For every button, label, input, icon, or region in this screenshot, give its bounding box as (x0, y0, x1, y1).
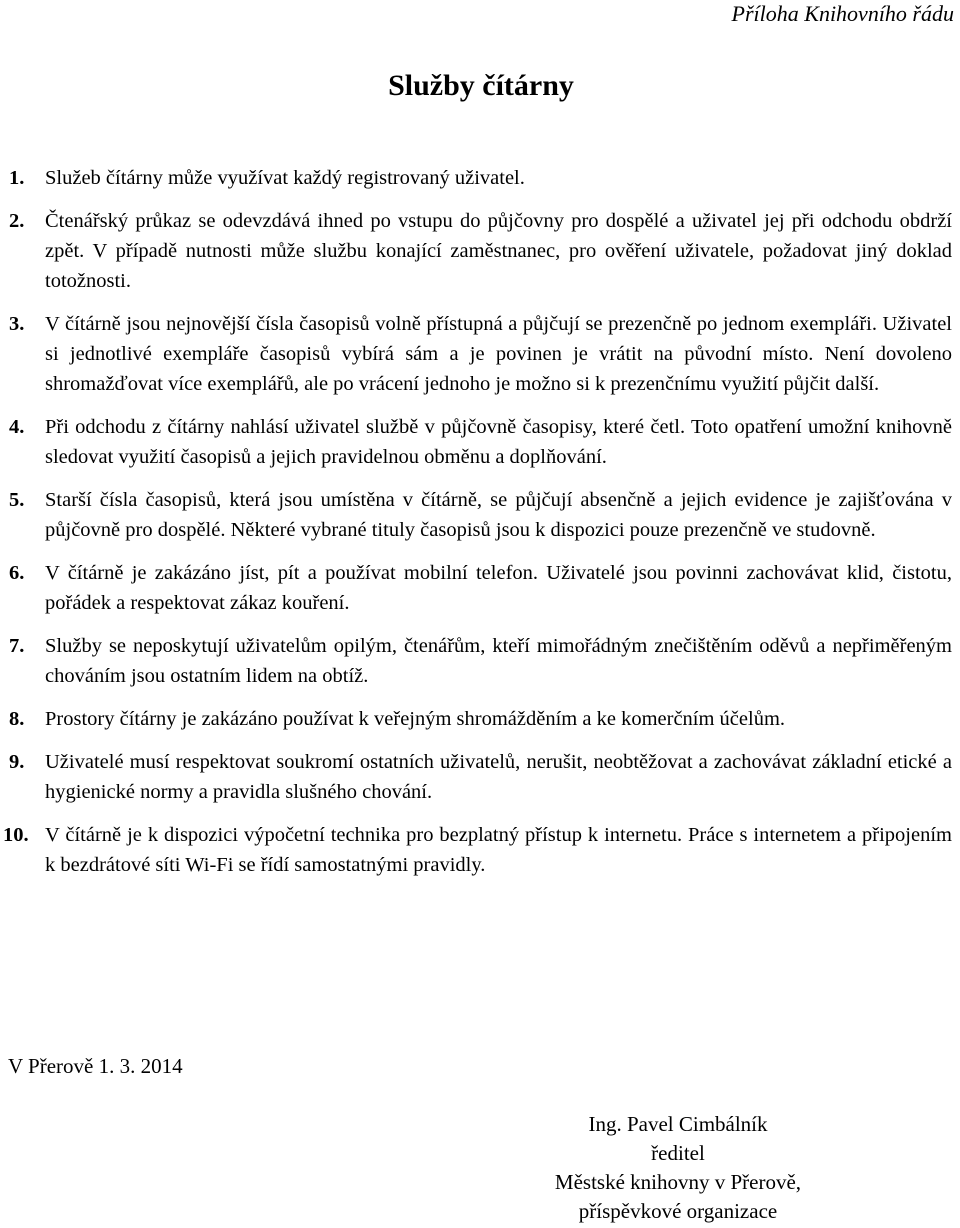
rule-text: Služby se neposkytují uživatelům opilým, čtenářům, kteří mimořádným znečištěním oděvů a nepřiměřeným chováním jsou ostatním lidem na obtíž. (45, 635, 952, 687)
rule-item (0, 206, 960, 296)
signatory-role: ředitel (651, 1141, 705, 1165)
rule-number: 5. (9, 489, 25, 511)
rule-number: 9. (9, 751, 25, 773)
rule-text: Prostory čítárny je zakázáno používat k veřejným shromážděním a ke komerčním účelům. (45, 708, 786, 730)
rule-item (0, 485, 960, 545)
place-and-date: V Přerově 1. 3. 2014 (8, 1054, 183, 1078)
organization-line-1: Městské knihovny v Přerově, (554, 1170, 802, 1194)
rule-number: 2. (9, 210, 25, 232)
annex-label: Příloha Knihovního řádu (731, 1, 954, 26)
rule-text: Starší čísla časopisů, která jsou umístěna v čítárně, se půjčují absenčně a jejich evidence je zajišťována v půjčovně pro dospělé. Některé vybrané tituly časopisů jsou k dispozici pouze prezenčně ve studovně. (45, 489, 952, 541)
rule-number: 4. (9, 416, 25, 438)
rule-item (0, 163, 960, 193)
rule-item (0, 631, 960, 691)
rule-number: 3. (9, 313, 25, 335)
rule-item (0, 412, 960, 472)
rule-text: V čítárně jsou nejnovější čísla časopisů volně přístupná a půjčují se prezenčně po jednom exempláři. Uživatel si jednotlivé exempláře časopisů vybírá sám a je povinen je vrátit na původní místo. Není dovoleno shromažďovat více exemplářů, ale po vrácení jednoho je možno si k prezenčnímu využití půjčit další. (45, 313, 952, 395)
rule-text: V čítárně je zakázáno jíst, pít a používat mobilní telefon. Uživatelé jsou povinni zachovávat klid, čistotu, pořádek a respektovat zákaz kouření. (45, 562, 952, 614)
signatory-name: Ing. Pavel Cimbálník (588, 1112, 768, 1136)
rule-text: Služeb čítárny může využívat každý registrovaný uživatel. (45, 167, 525, 189)
organization-line-2: příspěvkové organizace (578, 1199, 778, 1223)
rule-number: 6. (9, 562, 25, 584)
rule-item (0, 820, 960, 880)
rule-text: Uživatelé musí respektovat soukromí ostatních uživatelů, nerušit, neobtěžovat a zachovávat základní etické a hygienické normy a pravidla slušného chování. (45, 751, 952, 803)
rule-text: V čítárně je k dispozici výpočetní technika pro bezplatný přístup k internetu. Práce s internetem a připojením k bezdrátové síti Wi-Fi se řídí samostatnými pravidly. (45, 824, 952, 876)
rule-item (0, 558, 960, 618)
rule-number: 10. (3, 824, 29, 846)
rule-item (0, 704, 960, 734)
rule-number: 7. (9, 635, 25, 657)
page-title: Služby čítárny (388, 69, 574, 102)
rule-number: 8. (9, 708, 25, 730)
rule-item (0, 309, 960, 399)
rules-list (0, 163, 960, 893)
rule-item (0, 747, 960, 807)
signature-block (480, 1110, 876, 1226)
rule-text: Při odchodu z čítárny nahlásí uživatel službě v půjčovně časopisy, které četl. Toto opatření umožní knihovně sledovat využití časopisů a jejich pravidelnou obměnu a doplňování. (45, 416, 952, 468)
rule-text: Čtenářský průkaz se odevzdává ihned po vstupu do půjčovny pro dospělé a uživatel jej při odchodu obdrží zpět. V případě nutnosti může službu konající zaměstnanec, pro ověření uživatele, požadovat jiný doklad totožnosti. (45, 210, 952, 292)
rule-number: 1. (9, 167, 25, 189)
